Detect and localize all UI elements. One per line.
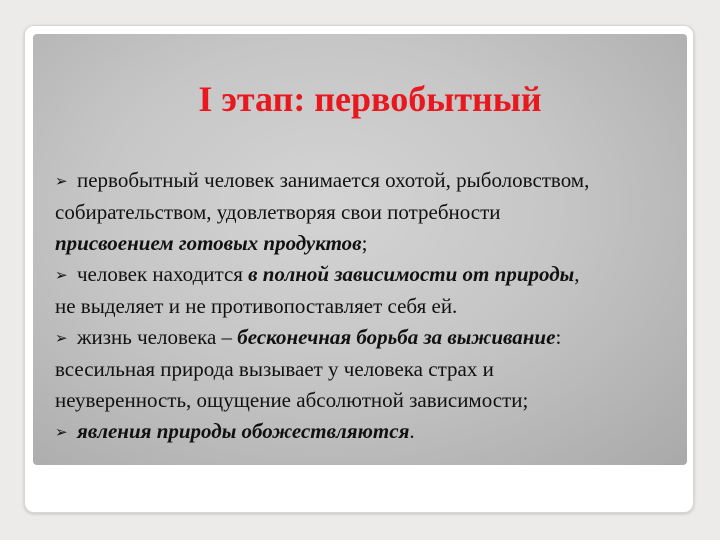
bullet-text: . [409, 419, 415, 443]
bullet-text: собирательством, удовлетворяя свои потребности [55, 200, 501, 224]
bullet-line [55, 197, 685, 228]
bullet-line [55, 291, 685, 322]
arrowhead-bullet-icon: ➢ [55, 423, 68, 441]
bullet-text: первобытный человек занимается охотой, рыболовством, [77, 168, 590, 192]
arrowhead-bullet-icon: ➢ [55, 266, 68, 284]
bullet-text: : [555, 325, 562, 349]
bullet-line [55, 228, 685, 259]
bullet-text: , [574, 262, 580, 286]
bullet-line [55, 354, 685, 385]
bullet-item [55, 416, 685, 448]
bullet-text: не выделяет и не противопоставляет себя ей. [55, 294, 458, 318]
bullet-text: человек находится [77, 262, 249, 286]
bullet-item [55, 322, 685, 416]
bullet-line [55, 322, 685, 354]
bullet-text: жизнь человека – [77, 325, 238, 349]
emphasized-text: бесконечная борьба за выживание [237, 325, 556, 349]
arrowhead-bullet-icon: ➢ [55, 172, 68, 190]
emphasized-text: в полной зависимости от природы [248, 262, 575, 286]
bullet-text: всесильная природа вызывает у человека страх и [55, 357, 494, 381]
emphasized-text: присвоением готовых продуктов [55, 231, 362, 255]
arrowhead-bullet-icon: ➢ [55, 329, 68, 347]
slide-title: I этап: первобытный [198, 79, 542, 119]
bullet-text: неуверенность, ощущение абсолютной зависимости; [55, 388, 529, 412]
bullet-text: ; [361, 231, 368, 255]
bullet-line [55, 165, 685, 197]
bullet-line [55, 416, 685, 448]
bullet-line [55, 385, 685, 416]
bullet-item [55, 259, 685, 322]
bullet-item [55, 165, 685, 259]
bullet-line [55, 259, 685, 291]
emphasized-text: явления природы обожествляются [77, 419, 410, 443]
bullet-list [55, 165, 685, 448]
